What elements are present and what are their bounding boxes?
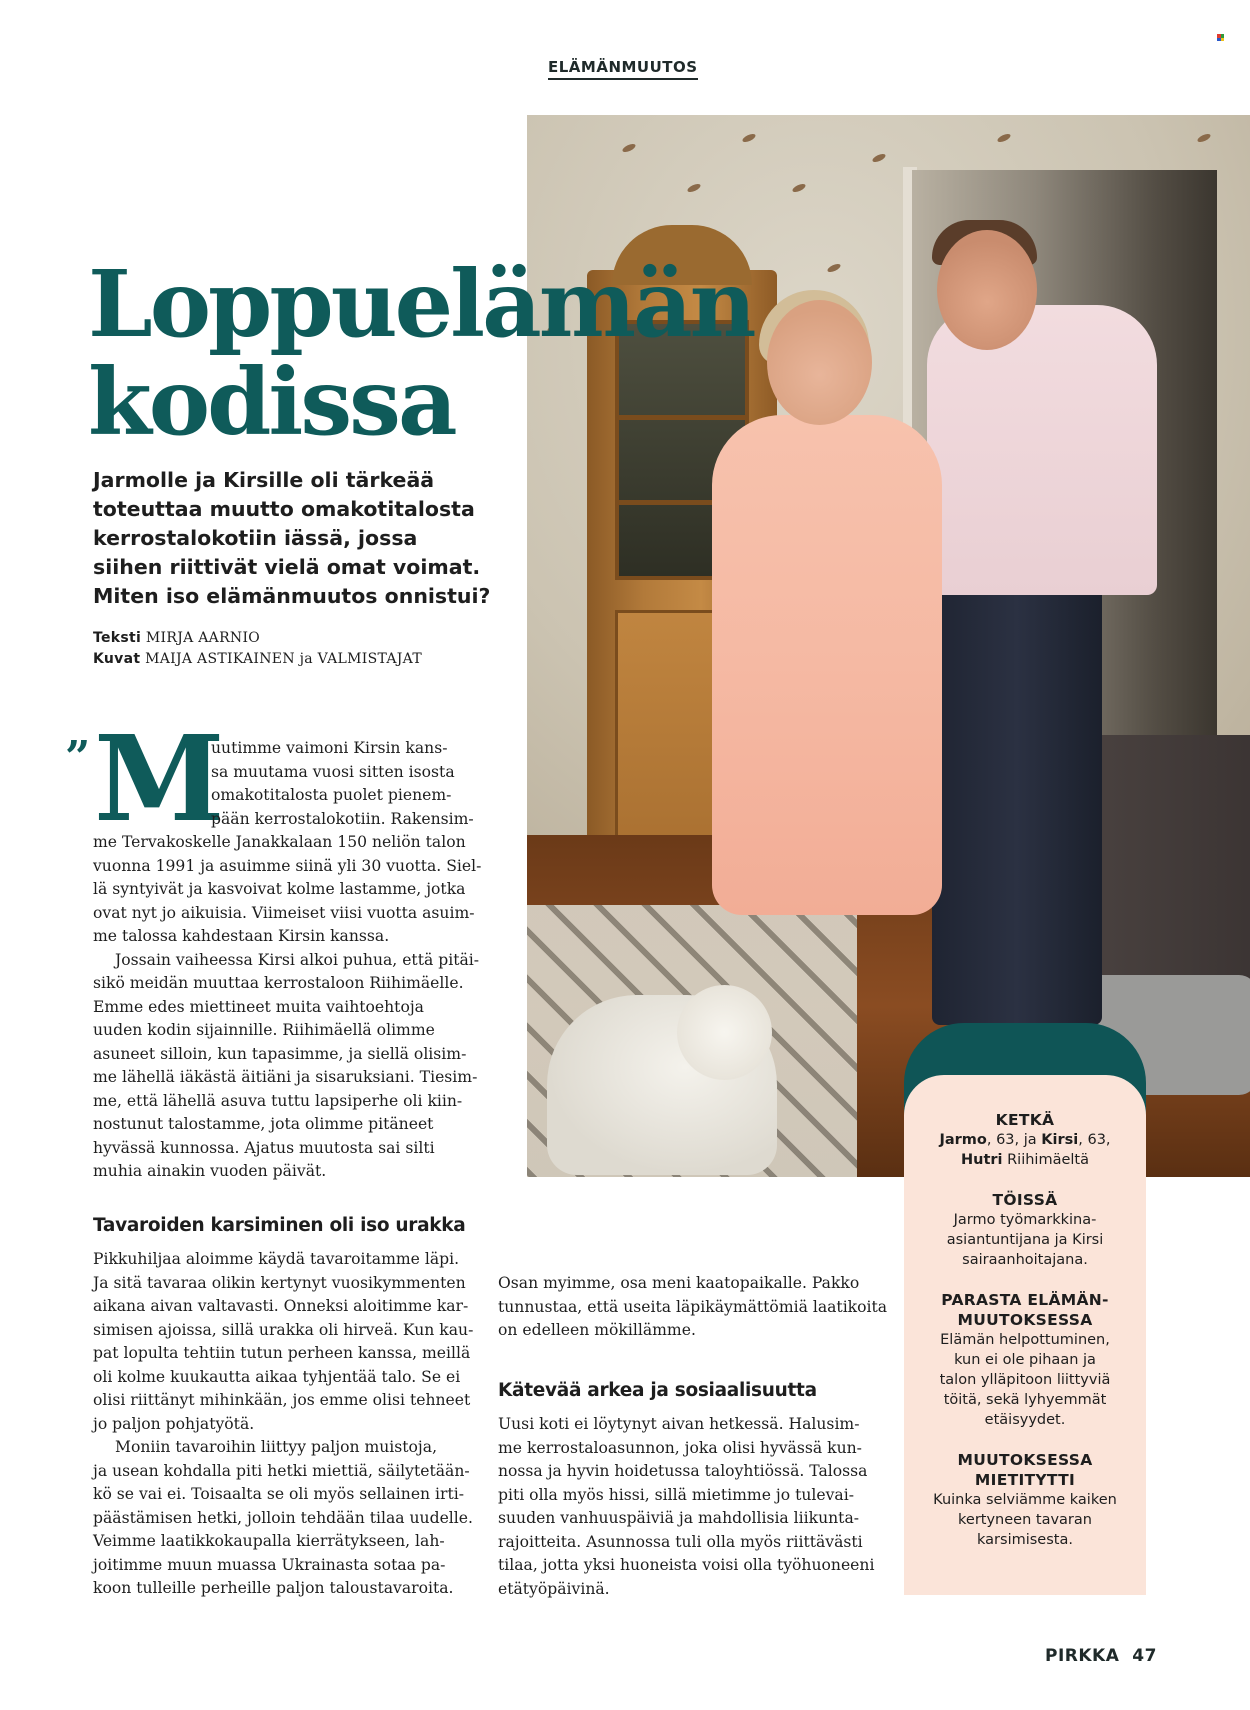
text-line: asuneet silloin, kun tapasimme, ja siellä olisim- [93, 1044, 467, 1063]
col2-body [498, 1272, 898, 1343]
infobox-best-text [918, 1330, 1132, 1430]
text-line: etätyöpäivinä. [498, 1579, 610, 1598]
name-jarmo: Jarmo [939, 1132, 987, 1148]
text-line: PARASTA ELÄMÄN- [941, 1291, 1109, 1309]
headline-line-2: kodissa [88, 348, 455, 456]
text-line: simisen ajoissa, sillä urakka oli hirveä. Kun kau- [93, 1320, 474, 1339]
text-line: me talossa kahdestaan Kirsin kanssa. [93, 927, 390, 945]
text-line: sikö meidän muuttaa kerrostaloon Riihimäelle. [93, 974, 464, 992]
text-line: Emme edes miettineet muita vaihtoehtoja [93, 997, 424, 1016]
text-line: me lähellä iäkästä äitiäni ja sisaruksiani. Tiesim- [93, 1068, 478, 1086]
text-line: joitimme muun muassa Ukrainasta sotaa pa- [93, 1555, 446, 1574]
text-line: Elämän helpottuminen, [940, 1332, 1110, 1348]
text-line: tunnustaa, että useita läpikäymättömiä laatikoita [498, 1297, 888, 1316]
infobox-who-heading: KETKÄ [995, 1111, 1055, 1129]
text-line: piti olla myös hissi, sillä mietimme jo tulevai- [498, 1485, 854, 1504]
text-line: töitä, sekä lyhyemmät [943, 1392, 1107, 1408]
who-mid: , 63, ja [986, 1132, 1042, 1148]
text-line: Osan myimme, osa meni kaatopaikalle. Pakko [498, 1274, 860, 1292]
col1-body [93, 831, 503, 1184]
col1-drop-lines [211, 737, 501, 831]
color-mark-icon [1217, 34, 1224, 41]
headline [88, 250, 754, 456]
text-line: nostunut talostamme, jota olimme pitäneet [93, 1115, 434, 1133]
name-kirsi: Kirsi [1041, 1132, 1079, 1148]
quote-mark: ” [65, 732, 91, 783]
text-line: ja usean kohdalla piti hetki miettiä, säilytetään- [93, 1461, 470, 1480]
text-line: oli kolme kuukautta aikaa tyhjentää talo. Se ei [93, 1367, 461, 1386]
text-line: sa muutama vuosi sitten isosta [211, 762, 455, 781]
text-line: kun ei ole pihaan ja [954, 1352, 1096, 1368]
text-line: MUUTOKSESSA [957, 1311, 1093, 1329]
text-line: muhia ainakin vuoden päivät. [93, 1162, 327, 1180]
text-line: sairaanhoitajana. [962, 1252, 1088, 1268]
section3-heading: Kätevää arkea ja sosiaalisuutta [498, 1380, 817, 1401]
text-line: uuden kodin sijainnille. Riihimäellä olimme [93, 1021, 435, 1039]
credit-text-label: Teksti [93, 630, 142, 646]
text-line: talon ylläpitoon liittyviä [939, 1372, 1111, 1388]
who-post: , 63, [1078, 1132, 1111, 1148]
infobox-work-heading: TÖISSÄ [992, 1191, 1058, 1209]
text-line: tilaa, jotta yksi huoneista voisi olla työhuoneeni [498, 1556, 875, 1574]
who-location: Riihimäeltä [1002, 1152, 1089, 1168]
text-line: rajoitteita. Asunnossa tuli olla myös riittävästi [498, 1532, 863, 1551]
footer-brand: PIRKKA [1045, 1646, 1120, 1666]
text-line: Ja sitä tavaraa olikin kertynyt vuosikymmenten [93, 1273, 466, 1292]
text-line: uutimme vaimoni Kirsin kans- [211, 739, 448, 757]
drop-cap: M [94, 709, 225, 848]
credits [93, 628, 422, 670]
infobox-best-heading [918, 1290, 1132, 1330]
text-line: omakotitalosta puolet pienem- [211, 786, 452, 804]
infobox-thought-heading [918, 1450, 1132, 1490]
text-line: kertyneen tavaran [958, 1512, 1092, 1528]
text-line: päästämisen hetki, jolloin tehdään tilaa uudelle. [93, 1508, 473, 1527]
text-line: suuden vanhuuspäiviä ja mahdollisia liikunta- [498, 1509, 860, 1527]
text-line: ovat nyt jo aikuisia. Viimeiset viisi vuotta asuim- [93, 903, 475, 922]
man-figure [927, 305, 1157, 595]
text-line: Pikkuhiljaa aloimme käydä tavaroitamme läpi. [93, 1250, 460, 1268]
infobox-thought-text [918, 1490, 1132, 1550]
headline-line-1: Loppuelämän [88, 250, 754, 358]
text-line: MIETITYTTI [974, 1471, 1076, 1489]
infobox-work-text [918, 1210, 1132, 1270]
section3-body [498, 1413, 898, 1601]
text-line: hyvässä kunnossa. Ajatus muutosta sai silti [93, 1138, 435, 1157]
credit-photo-author: MAIJA ASTIKAINEN ja VALMISTAJAT [145, 651, 422, 667]
section-label: ELÄMÄNMUUTOS [548, 58, 698, 80]
text-line: MUUTOKSESSA [957, 1451, 1093, 1469]
text-line: koon tulleille perheille paljon taloustavaroita. [93, 1579, 454, 1597]
text-line: lä syntyivät ja kasvoivat kolme lastamme, jotka [93, 880, 466, 898]
credit-text-author: MIRJA AARNIO [145, 630, 261, 646]
text-line: me, että lähellä asuva tuttu lapsiperhe oli kiin- [93, 1091, 463, 1110]
infobox-who-text [918, 1130, 1132, 1170]
woman-figure [712, 415, 942, 915]
text-line: vuonna 1991 ja asuimme siinä yli 30 vuotta. Siel- [93, 856, 482, 875]
text-line: Veimme laatikkokaupalla kierrätykseen, lah- [93, 1532, 445, 1550]
text-line: Moniin tavaroihin liittyy paljon muistoja, [115, 1438, 438, 1456]
infobox [904, 1075, 1146, 1595]
text-line: Jarmo työmarkkina- [953, 1212, 1097, 1228]
text-line: aikana aivan valtavasti. Onneksi aloitimme kar- [93, 1297, 469, 1315]
page-footer [1045, 1646, 1157, 1666]
text-line: asiantuntijana ja Kirsi [946, 1232, 1104, 1248]
text-line: Kuinka selviämme kaiken [933, 1492, 1117, 1508]
text-line: karsimisesta. [977, 1532, 1073, 1548]
text-line: on edelleen mökillämme. [498, 1321, 696, 1339]
text-line: pat lopulta tehtiin tutun perheen kanssa, meillä [93, 1344, 471, 1362]
text-line: jo paljon pohjatyötä. [93, 1414, 255, 1433]
name-hutri: Hutri [960, 1152, 1003, 1168]
text-line: kö se vai ei. Toisaalta se oli myös sellainen irti- [93, 1485, 465, 1503]
credit-photo-label: Kuvat [93, 651, 141, 667]
text-line: pään kerrostalokotiin. Rakensim- [211, 809, 474, 828]
page-number: 47 [1132, 1646, 1157, 1666]
text-line: Jossain vaiheessa Kirsi alkoi puhua, että pitäi- [115, 950, 480, 969]
text-line: Uusi koti ei löytynyt aivan hetkessä. Halusim- [498, 1415, 860, 1433]
text-line: me kerrostaloasunnon, joka olisi hyvässä kun- [498, 1438, 862, 1457]
text-line: nossa ja hyvin hoidetussa taloyhtiössä. Talossa [498, 1462, 868, 1480]
text-line: me Tervakoskelle Janakkalaan 150 neliön talon [93, 833, 466, 851]
text-line: olisi riittänyt mihinkään, jos emme olisi tehneet [93, 1391, 471, 1409]
text-line: etäisyydet. [984, 1412, 1066, 1428]
section2-body [93, 1248, 503, 1601]
lead-paragraph: Jarmolle ja Kirsille oli tärkeää toteuttaa muutto omakotitalosta kerrostalokotiin iässä, jossa siihen riittivät vielä omat voimat. Miten iso elämänmuutos onnistui? [93, 468, 491, 608]
section2-heading: Tavaroiden karsiminen oli iso urakka [93, 1215, 466, 1236]
